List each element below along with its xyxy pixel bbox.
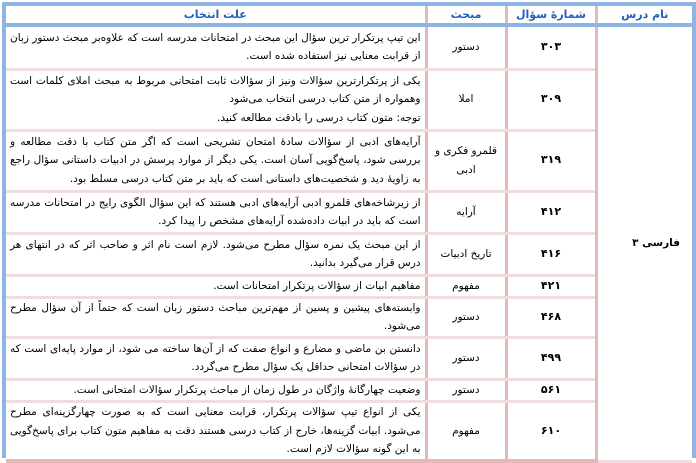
exam-analysis-table xyxy=(6,6,692,463)
topic: املا xyxy=(426,69,506,130)
selection-reason: آرایه‌های ادبی از سؤالات سادۀ امتحان تشریحی است که اگر متن کتاب با دقت مطالعه و بررسی شود، پاسخ‌گویی آسان است. یکی دیگر از موارد پرسش در ادبیات داستانی سؤال راجع به زاویۀ دید و شخصیت‌های داستانی است که باید بر متن کتاب درسی مسلط بود. xyxy=(6,130,426,191)
topic: قلمرو فکری و ادبی xyxy=(426,130,506,191)
header-course-name: نام درس xyxy=(596,6,692,25)
selection-reason: یکی از پرتکرارترین سؤالات ونیز از سؤالات ثابت امتحانی مربوط به مبحث املای کلمات است وهمواره از متن کتاب درسی انتخاب می‌شود xyxy=(10,74,421,106)
question-number: ۴۱۶ xyxy=(506,233,596,275)
topic: آرایه xyxy=(426,191,506,233)
topic: دستور xyxy=(426,337,506,379)
table-row xyxy=(6,337,692,379)
header-selection-reason: علت انتخاب xyxy=(6,6,426,25)
question-number: ۴۶۸ xyxy=(506,297,596,337)
question-number: ۳۱۹ xyxy=(506,130,596,191)
table-row xyxy=(6,275,692,297)
topic: دستور xyxy=(426,297,506,337)
selection-reason: وضعیت چهارگانۀ واژگان در طول زمان از مباحث پرتکرار سؤالات امتحانی است. xyxy=(6,379,426,401)
question-number: ۶۱۰ xyxy=(506,401,596,461)
table-row xyxy=(6,401,692,461)
question-number: ۳۰۳ xyxy=(506,25,596,69)
topic: تاریخ ادبیات xyxy=(426,233,506,275)
selection-reason: از این مبحث یک نمره سؤال مطرح می‌شود. لازم است نام اثر و صاحب اثر که در انتهای هر درس قرار می‌گیرد بدانید. xyxy=(6,233,426,275)
topic: دستور xyxy=(426,379,506,401)
question-number: ۳۰۹ xyxy=(506,69,596,130)
question-number: ۴۲۱ xyxy=(506,275,596,297)
question-number: ۴۹۹ xyxy=(506,337,596,379)
topic: مفهوم xyxy=(426,275,506,297)
selection-reason: یکی از انواع تیپ سؤالات پرتکرار، قرابت معنایی است که به صورت چهارگزینه‌ای مطرح می‌شود. ابیات گزینه‌ها، خارج از کتاب درسی هستند دقت به مفاهیم متون کتاب برای پاسخ‌گویی به این گونه سؤالات لازم است. xyxy=(6,401,426,461)
topic: دستور xyxy=(426,25,506,69)
question-number: ۵۶۱ xyxy=(506,379,596,401)
selection-reason-cell xyxy=(6,69,426,130)
table-row xyxy=(6,69,692,130)
question-number: ۴۱۲ xyxy=(506,191,596,233)
selection-reason: وابسته‌های پیشین و پسین از مهم‌ترین مباحث دستور زبان است که حتماً از آن سؤال مطرح می‌شود. xyxy=(6,297,426,337)
table-row xyxy=(6,379,692,401)
course-name-cell: فارسی ۳ xyxy=(596,25,692,461)
table-row xyxy=(6,25,692,69)
table-row xyxy=(6,191,692,233)
header-topic: مبحث xyxy=(426,6,506,25)
table-outer-border-right xyxy=(692,2,696,458)
table-row xyxy=(6,233,692,275)
selection-reason: مفاهیم ابیات از سؤالات پرتکرار امتحانات است. xyxy=(6,275,426,297)
selection-reason: دانستن بن ماضی و مضارع و انواع صفت که از آن‌ها ساخته می شود، از موارد پایه‌ای است که در سؤالات امتحانی حداقل یک سؤال مطرح می‌گردد. xyxy=(6,337,426,379)
header-question-number: شمارۀ سؤال xyxy=(506,6,596,25)
topic: مفهوم xyxy=(426,401,506,461)
selection-reason-note: توجه: متون کتاب درسی را بادقت مطالعه کنید. xyxy=(217,111,421,124)
selection-reason: از زیرشاخه‌های قلمرو ادبی آرایه‌های ادبی هستند که این سؤال الگوی رایج در امتحانات مدرسه است که باید در ابیات داده‌شده آرایه‌های مشخص را پیدا کرد. xyxy=(6,191,426,233)
selection-reason: این تیپ پرتکرار ترین سؤال این مبحث در امتحانات مدرسه است که علاوه‌بر مبحث دستور زبان از قرابت معنایی نیز استفاده شده است. xyxy=(6,25,426,69)
table-row xyxy=(6,297,692,337)
table-row xyxy=(6,130,692,191)
table-header-row xyxy=(6,6,692,25)
